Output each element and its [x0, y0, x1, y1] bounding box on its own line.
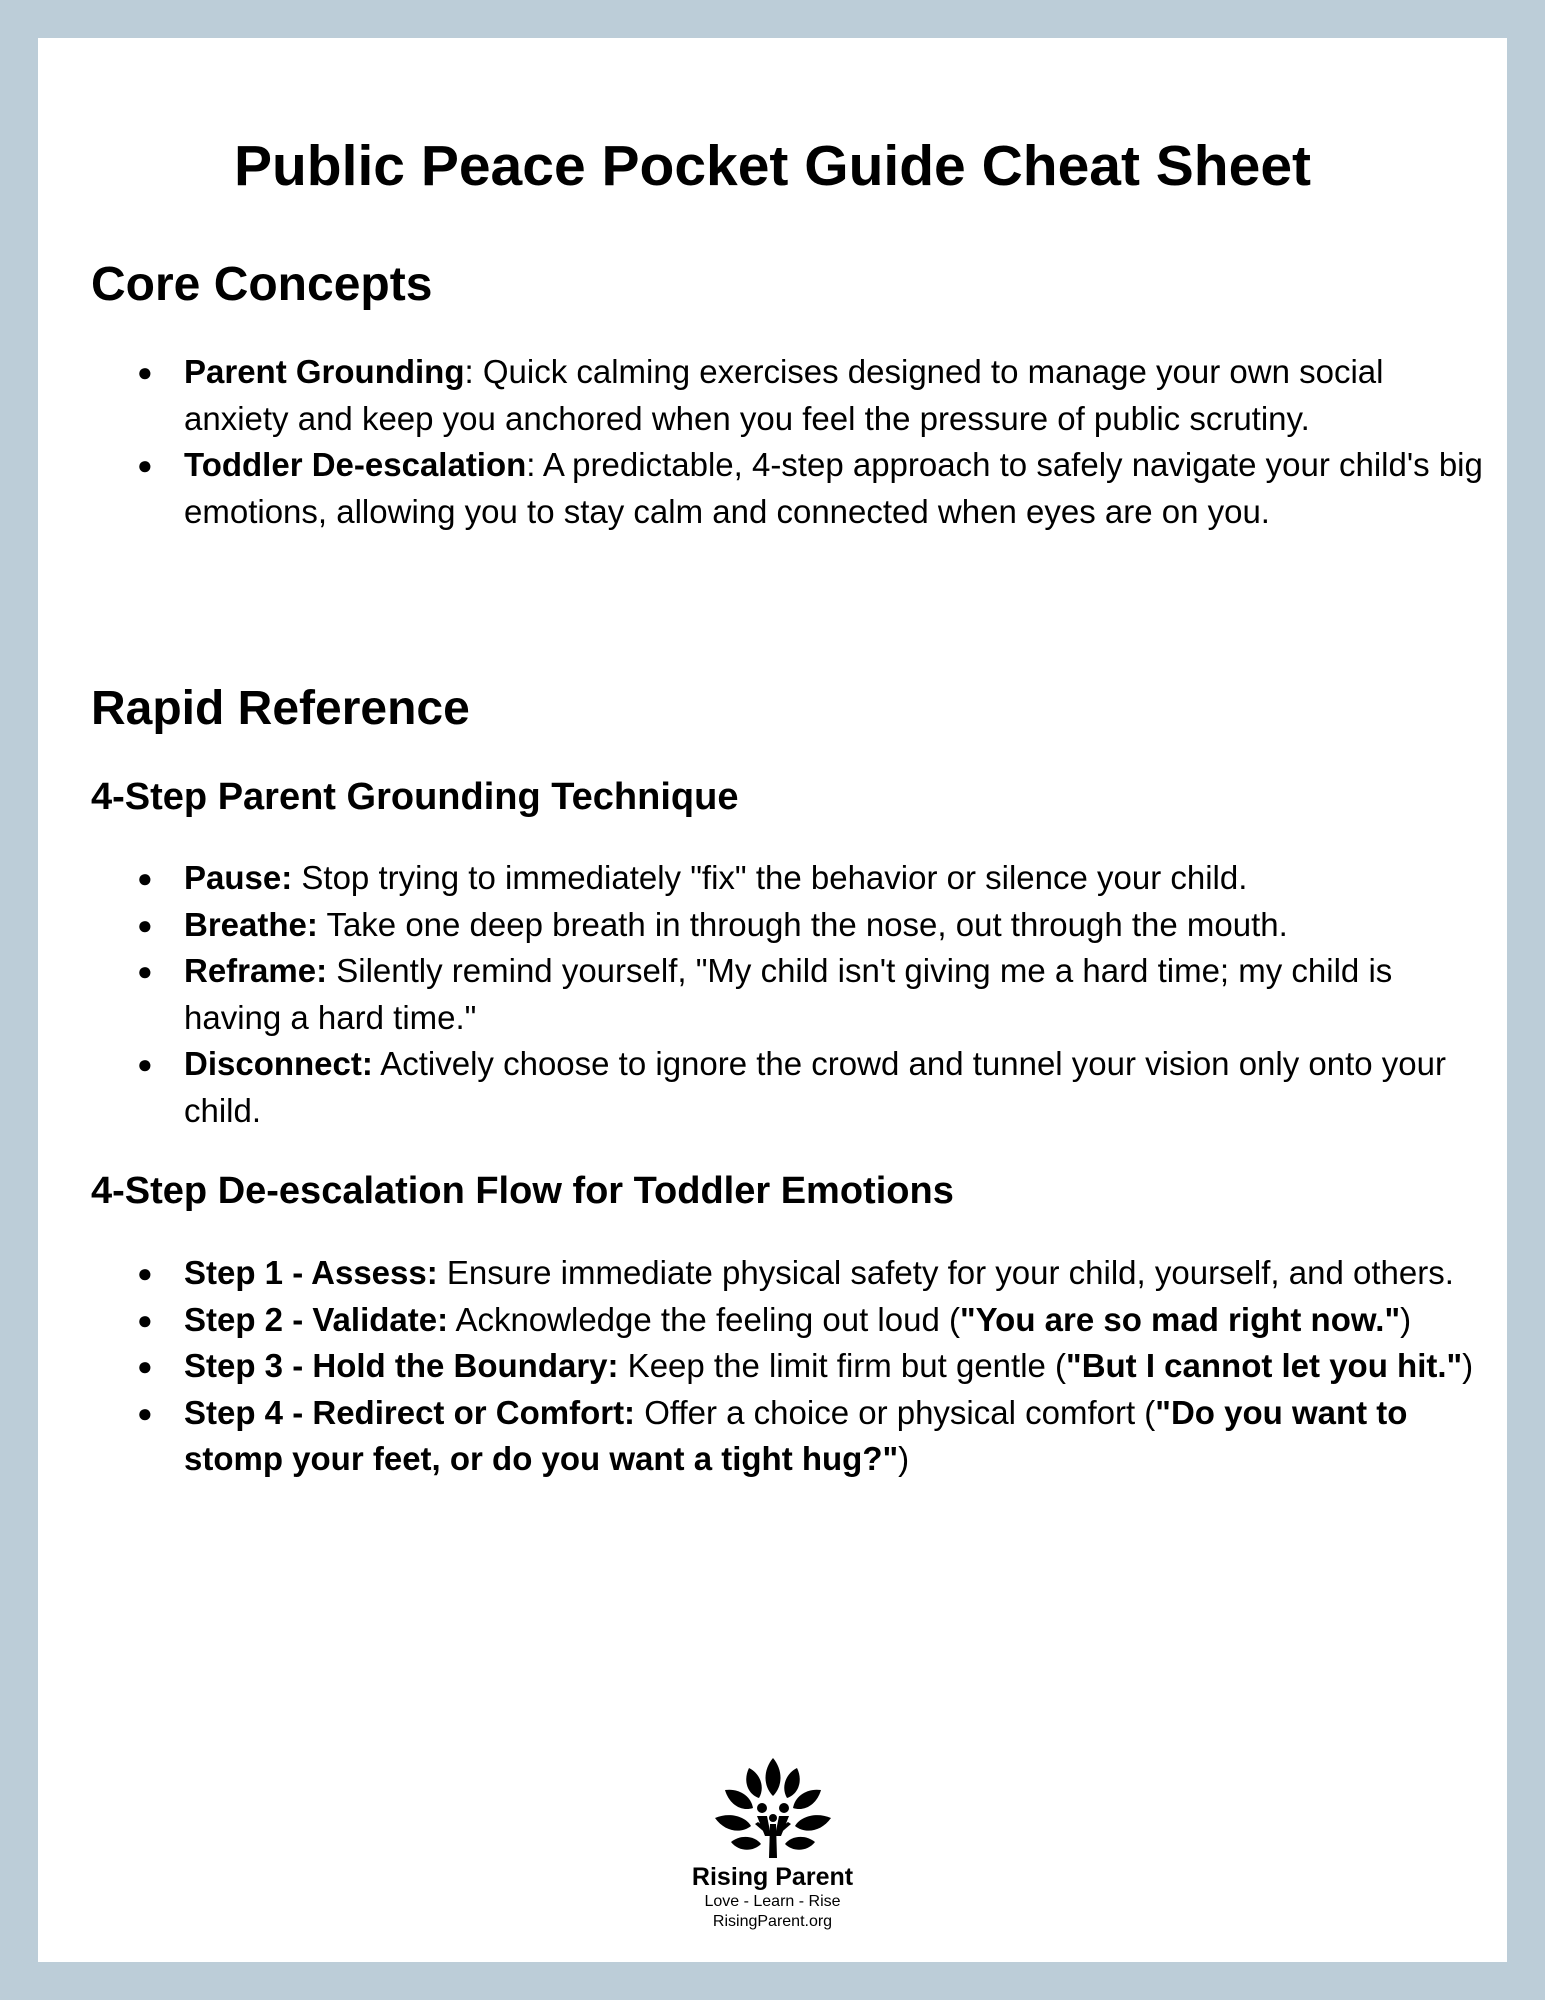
- section-heading-rapid-reference: Rapid Reference: [91, 682, 470, 735]
- term-label: Step 4 - Redirect or Comfort:: [184, 1393, 636, 1431]
- term-label: Step 1 - Assess:: [184, 1254, 438, 1291]
- brand-logo: [38, 1756, 1507, 1932]
- page-title: Public Peace Pocket Guide Cheat Sheet: [233, 134, 1312, 198]
- term-label: Disconnect:: [184, 1045, 373, 1083]
- brand-name: Rising Parent: [691, 1863, 854, 1891]
- grounding-steps-list: [91, 855, 1491, 1135]
- term-label: Step 3 - Hold the Boundary:: [184, 1347, 619, 1385]
- item-text: Offer a choice or physical comfort (: [635, 1393, 1156, 1431]
- list-item: [91, 855, 1491, 902]
- list-item: [91, 442, 1491, 535]
- term-label: Breathe:: [184, 905, 318, 943]
- item-text: Take one deep breath in through the nose, out through the mouth.: [317, 905, 1288, 943]
- bullet: ●: [137, 863, 153, 893]
- subsection-heading-deescalation: 4-Step De-escalation Flow for Toddler Emotions: [91, 1170, 954, 1212]
- term-label: Toddler De-escalation: [184, 446, 527, 484]
- item-text: Silently remind yourself, "My child isn't giving me a hard time; my child is having a hard time.": [184, 952, 1393, 1036]
- list-item: [91, 1390, 1491, 1483]
- closing-paren: ): [1462, 1347, 1474, 1385]
- item-text: Stop trying to immediately "fix" the behavior or silence your child.: [292, 859, 1248, 896]
- deescalation-steps-list: [91, 1250, 1491, 1483]
- list-item: [91, 1343, 1491, 1390]
- subsection-heading-grounding: 4-Step Parent Grounding Technique: [91, 776, 739, 818]
- term-separator: :: [464, 353, 483, 390]
- document-page: [38, 38, 1507, 1962]
- item-text: A predictable, 4-step approach to safely navigate your child's big emotions, allowing you to stay calm and connected when eyes are on you.: [184, 446, 1483, 530]
- core-concepts-list: [91, 349, 1491, 535]
- item-text: Acknowledge the feeling out loud (: [448, 1300, 960, 1338]
- bullet: ●: [137, 1258, 153, 1288]
- term-label: Step 2 - Validate:: [184, 1300, 449, 1338]
- bullet: ●: [137, 1049, 153, 1080]
- item-text: Quick calming exercises designed to manage your own social anxiety and keep you anchored when you feel the pressure of public scrutiny.: [184, 353, 1384, 437]
- example-quote: "You are so mad right now.": [959, 1300, 1401, 1338]
- term-label: Parent Grounding: [184, 353, 465, 390]
- list-item: [91, 1041, 1491, 1134]
- bullet: ●: [137, 450, 153, 481]
- item-text: Keep the limit firm but gentle (: [618, 1347, 1067, 1385]
- list-item: [91, 1297, 1491, 1344]
- example-quote: "But I cannot let you hit.": [1066, 1347, 1463, 1385]
- item-text: Ensure immediate physical safety for your child, yourself, and others.: [437, 1254, 1454, 1291]
- brand-url: RisingParent.org: [712, 1913, 833, 1930]
- bullet: ●: [137, 1304, 153, 1335]
- closing-paren: ): [1400, 1300, 1412, 1338]
- tree-of-leaves-with-family-icon: [711, 1756, 835, 1860]
- section-heading-core-concepts: Core Concepts: [91, 258, 433, 311]
- list-item: [91, 902, 1491, 949]
- example-quote: "Do you want to stomp your feet, or do you want a tight hug?": [184, 1393, 1408, 1478]
- term-label: Pause:: [184, 859, 293, 896]
- bullet: ●: [137, 357, 153, 387]
- bullet: ●: [137, 956, 153, 987]
- bullet: ●: [137, 909, 153, 940]
- list-item: [91, 1250, 1491, 1297]
- brand-tagline: Love - Learn - Rise: [704, 1893, 841, 1910]
- list-item: [91, 948, 1491, 1041]
- term-separator: :: [526, 446, 543, 484]
- term-label: Reframe:: [184, 952, 328, 990]
- closing-paren: ): [898, 1440, 910, 1478]
- bullet: ●: [137, 1397, 153, 1428]
- item-text: Actively choose to ignore the crowd and tunnel your vision only onto your child.: [184, 1045, 1447, 1129]
- bullet: ●: [137, 1351, 153, 1382]
- list-item: [91, 349, 1491, 442]
